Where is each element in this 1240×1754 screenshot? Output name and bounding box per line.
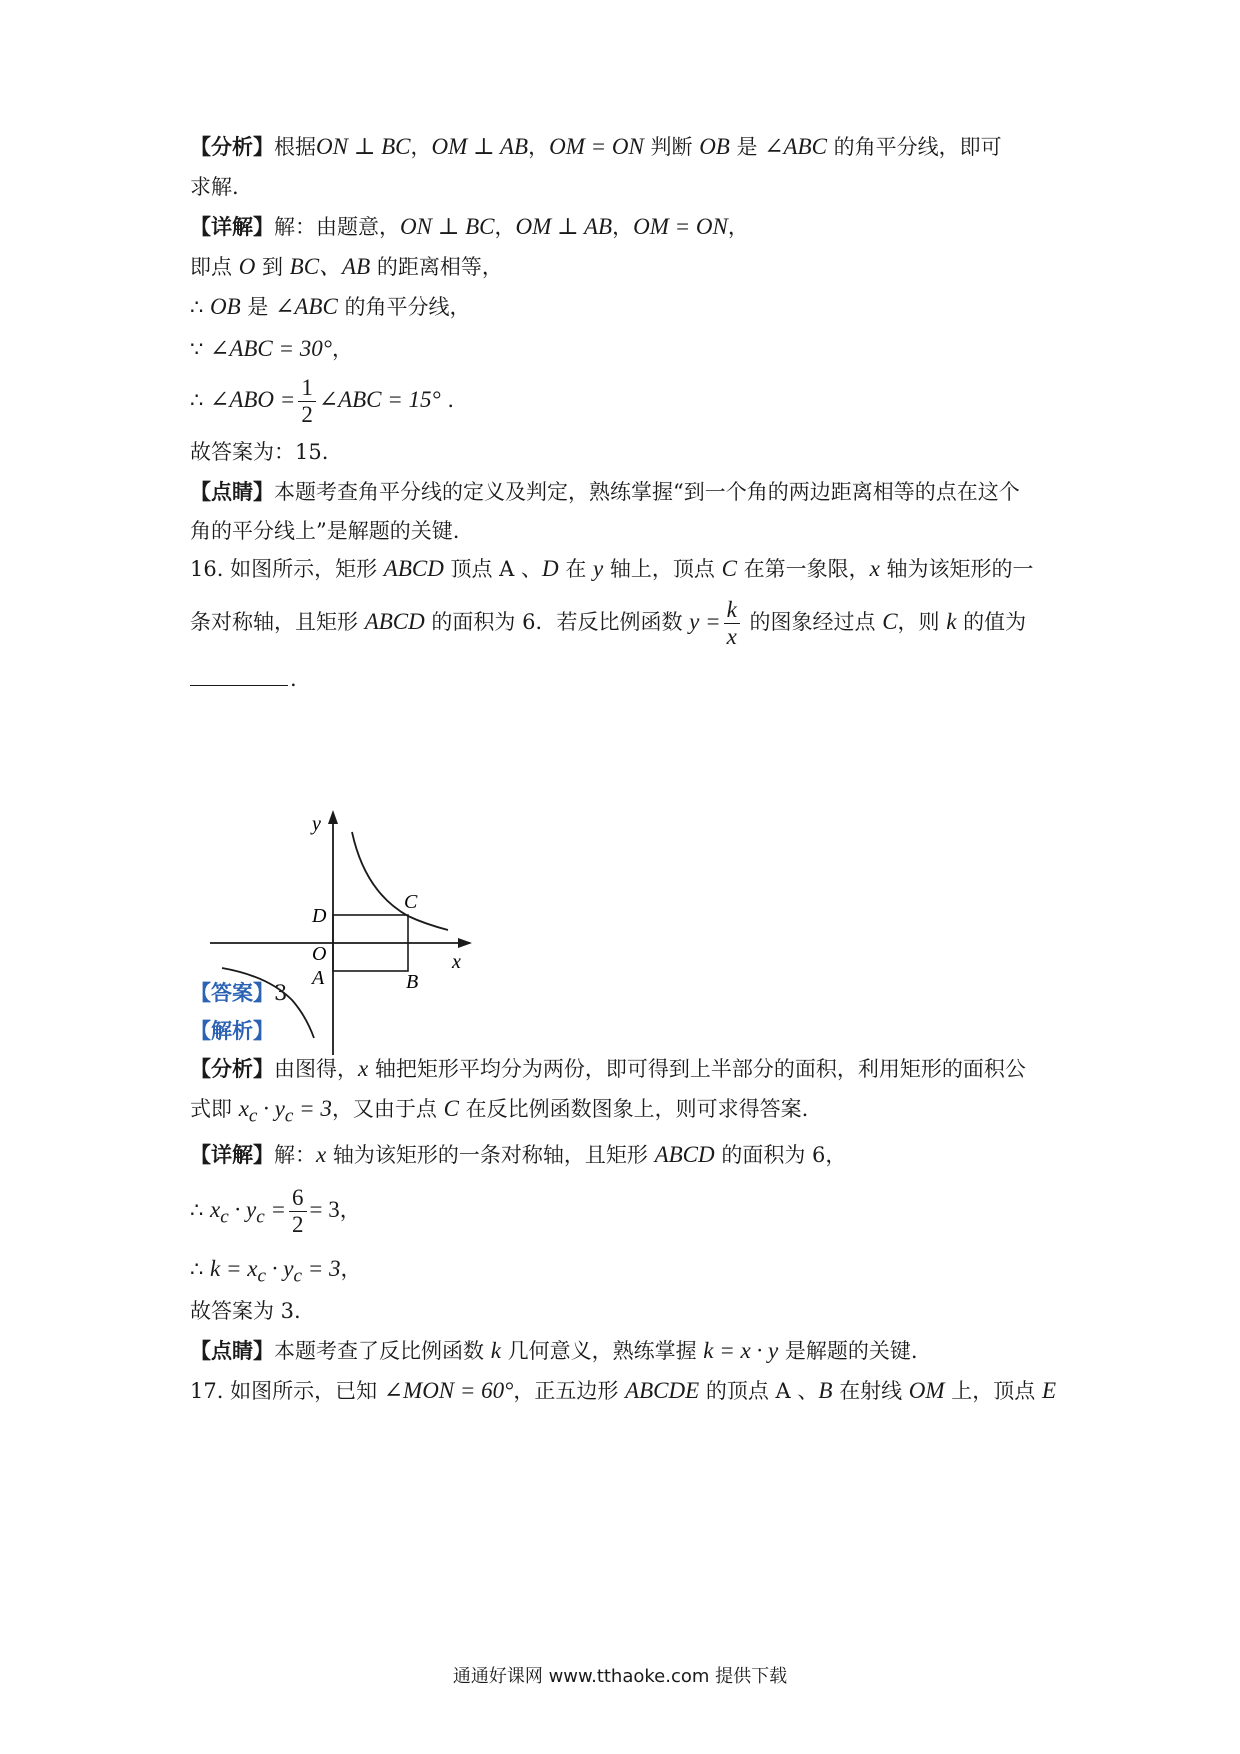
separator: ， bbox=[410, 135, 432, 159]
question-text: 如图所示，已知 bbox=[230, 1379, 384, 1403]
p15-comment-line1 bbox=[190, 477, 1070, 507]
formula: x bbox=[358, 1056, 369, 1081]
formula-k bbox=[210, 1256, 341, 1287]
formula: OM ⊥ AB bbox=[431, 134, 529, 159]
separator: ， bbox=[494, 215, 516, 239]
analysis-text: 在反比例函数图象上，则可求得答案. bbox=[458, 1097, 809, 1121]
analysis-text: 求解. bbox=[190, 175, 239, 199]
formula: OM bbox=[908, 1378, 945, 1403]
formula: ABCD bbox=[383, 556, 444, 581]
analysis-tag: 【分析】 bbox=[190, 1056, 274, 1081]
analysis-text: 轴把矩形平均分为两份，即可得到上半部分的面积，利用矩形的面积公 bbox=[368, 1057, 1026, 1081]
question-text: 的图象经过点 bbox=[742, 610, 883, 634]
formula: ∠MON = 60° bbox=[383, 1378, 514, 1403]
separator: ， bbox=[528, 135, 550, 159]
question-text: 顶点 A 、 bbox=[443, 557, 543, 581]
question-text: 在 bbox=[558, 557, 594, 581]
detail-tag: 【详解】 bbox=[190, 1142, 274, 1167]
formula: y bbox=[593, 556, 604, 581]
detail-text: 的面积为 6， bbox=[714, 1143, 847, 1167]
question-text: 轴为该矩形的一 bbox=[879, 557, 1034, 581]
question-text: 在第一象限， bbox=[736, 557, 870, 581]
dot-operator: · bbox=[228, 1197, 247, 1222]
separator: ， bbox=[727, 215, 749, 239]
formula: C bbox=[882, 609, 898, 634]
question-text: ，正五边形 bbox=[513, 1379, 626, 1403]
question-text: 的值为 bbox=[956, 610, 1027, 634]
separator: . bbox=[290, 667, 297, 691]
answer-value: 3 bbox=[274, 981, 288, 1005]
label-b: B bbox=[406, 971, 419, 993]
label-x: x bbox=[452, 951, 461, 973]
fraction-numerator: 6 bbox=[289, 1185, 307, 1212]
therefore-symbol: ∴ bbox=[190, 1198, 211, 1222]
formula: C bbox=[443, 1096, 459, 1121]
formula: ∠ABC = 15° bbox=[318, 387, 441, 412]
p16-analysis-line1 bbox=[190, 1054, 1070, 1084]
equals-three: = 3 bbox=[293, 1096, 332, 1121]
formula: ON ⊥ BC bbox=[400, 214, 495, 239]
formula-xc-yc bbox=[210, 1197, 287, 1228]
label-d: D bbox=[312, 905, 327, 927]
page-footer: 通通好课网 www.tthaoke.com 提供下载 bbox=[452, 1666, 788, 1687]
formula: ∠ABC bbox=[275, 294, 338, 319]
detail-tag: 【详解】 bbox=[190, 214, 274, 239]
formula: O bbox=[238, 254, 256, 279]
p16-comment-line bbox=[190, 1336, 1070, 1366]
p16-frac-line bbox=[190, 1180, 1070, 1240]
separator: . bbox=[440, 388, 455, 412]
p15-distance-line bbox=[190, 252, 1070, 282]
fraction-denominator: x bbox=[726, 624, 737, 649]
y-axis-arrow bbox=[328, 810, 338, 824]
formula: ABCD bbox=[364, 609, 425, 634]
p16-answer-line bbox=[190, 978, 1070, 1008]
solution-tag: 【解析】 bbox=[190, 1018, 274, 1043]
analysis-text: 的角平分线，即可 bbox=[826, 135, 1002, 159]
question-text: 上，顶点 bbox=[944, 1379, 1042, 1403]
formula: C bbox=[721, 556, 737, 581]
analysis-text: 式即 bbox=[190, 1097, 239, 1121]
comment-tag: 【点睛】 bbox=[190, 1338, 274, 1363]
var-y: y bbox=[283, 1256, 294, 1281]
fraction-denominator: 2 bbox=[292, 1212, 304, 1237]
p15-abo-line bbox=[190, 372, 1070, 428]
fraction-one-half bbox=[298, 375, 316, 428]
p15-detail-line bbox=[190, 212, 1070, 242]
label-c: C bbox=[404, 891, 418, 913]
fraction-numerator: 1 bbox=[298, 375, 316, 402]
comment-tag: 【点睛】 bbox=[190, 479, 274, 504]
formula: OM = ON bbox=[549, 134, 644, 159]
formula: k bbox=[946, 609, 957, 634]
detail-text: 解： bbox=[274, 1143, 316, 1167]
comment-text: 是解题的关键. bbox=[778, 1339, 918, 1363]
comment-text: 角的平分线上”是解题的关键. bbox=[190, 519, 460, 543]
text: 的距离相等， bbox=[370, 255, 503, 279]
answer-text: 故答案为：15. bbox=[190, 440, 329, 464]
comment-text: 几何意义，熟练掌握 bbox=[500, 1339, 704, 1363]
formula: OM = ON bbox=[633, 214, 728, 239]
therefore-symbol: ∴ bbox=[190, 388, 211, 412]
fraction-numerator: k bbox=[724, 597, 740, 624]
x-axis-arrow bbox=[458, 938, 472, 948]
p15-bisector-line bbox=[190, 292, 1070, 322]
subscript-c: c bbox=[257, 1265, 267, 1287]
analysis-text: ，又由于点 bbox=[331, 1097, 444, 1121]
equals-three: = 3 bbox=[302, 1256, 341, 1281]
formula: x bbox=[316, 1142, 327, 1167]
label-y: y bbox=[312, 813, 321, 835]
p16-analysis-line2 bbox=[190, 1094, 1070, 1132]
p16-question-line1 bbox=[190, 554, 1070, 584]
formula: k bbox=[490, 1338, 501, 1363]
label-a: A bbox=[312, 967, 325, 989]
question-text: ，则 bbox=[897, 610, 947, 634]
p15-analysis-line1 bbox=[190, 132, 1070, 162]
fraction-denominator: 2 bbox=[301, 402, 313, 427]
comment-text: 本题考查角平分线的定义及判定，熟练掌握“到一个角的两边距离相等的点在这个 bbox=[274, 480, 1020, 504]
detail-text: 轴为该矩形的一条对称轴，且矩形 bbox=[326, 1143, 655, 1167]
var-x: x bbox=[210, 1197, 221, 1222]
formula: ∠ABC bbox=[764, 134, 827, 159]
formula: E bbox=[1041, 1378, 1056, 1403]
comment-text: 本题考查了反比例函数 bbox=[274, 1339, 491, 1363]
text: 是 bbox=[240, 295, 276, 319]
formula: OB bbox=[699, 134, 730, 159]
equals-three: = 3 bbox=[309, 1197, 340, 1222]
separator: ， bbox=[340, 1257, 362, 1281]
p15-angle30-line bbox=[190, 334, 1070, 364]
formula: x bbox=[869, 556, 880, 581]
answer-blank bbox=[190, 685, 288, 686]
var-x: x bbox=[238, 1096, 249, 1121]
analysis-text: 判断 bbox=[643, 135, 700, 159]
analysis-text: 是 bbox=[729, 135, 765, 159]
fraction-six-halves bbox=[289, 1185, 307, 1238]
p15-analysis-line2 bbox=[190, 172, 1070, 202]
formula: k = x · y bbox=[703, 1338, 779, 1363]
question-text: 在射线 bbox=[832, 1379, 909, 1403]
formula: D bbox=[542, 556, 559, 581]
question-text: 轴上，顶点 bbox=[603, 557, 722, 581]
p16-detail-line bbox=[190, 1140, 1070, 1170]
question-text: 的面积为 6．若反比例函数 bbox=[424, 610, 690, 634]
formula: OB bbox=[210, 294, 241, 319]
separator: ， bbox=[331, 337, 353, 361]
therefore-symbol: ∴ bbox=[190, 295, 211, 319]
formula: BC、AB bbox=[289, 254, 371, 279]
var-x: x bbox=[247, 1256, 258, 1281]
k-equals: k = bbox=[210, 1256, 248, 1281]
answer-text: 故答案为 3. bbox=[190, 1299, 301, 1323]
analysis-tag: 【分析】 bbox=[190, 134, 274, 159]
detail-text: 解：由题意， bbox=[274, 215, 400, 239]
p16-solution-tag-line bbox=[190, 1016, 1070, 1046]
analysis-text: 根据 bbox=[274, 135, 316, 159]
subscript-c: c bbox=[284, 1105, 294, 1127]
dot-operator: · bbox=[257, 1096, 275, 1121]
text: 即点 bbox=[190, 255, 239, 279]
var-y: y bbox=[246, 1197, 257, 1222]
question-number: 17. bbox=[190, 1379, 231, 1403]
because-symbol: ∵ bbox=[190, 337, 211, 361]
question-number: 16. bbox=[190, 557, 231, 581]
label-o: O bbox=[312, 943, 327, 965]
formula: ABCD bbox=[654, 1142, 715, 1167]
subscript-c: c bbox=[220, 1206, 229, 1228]
p16-question-line2 bbox=[190, 592, 1070, 652]
formula: ∠ABO = bbox=[210, 387, 296, 412]
text: 的角平分线， bbox=[337, 295, 471, 319]
formula: ABCDE bbox=[625, 1378, 700, 1403]
formula: y = bbox=[689, 609, 721, 634]
therefore-symbol: ∴ bbox=[190, 1257, 211, 1281]
formula: OM ⊥ AB bbox=[515, 214, 613, 239]
subscript-c: c bbox=[256, 1206, 265, 1228]
formula: ON ⊥ BC bbox=[316, 134, 411, 159]
p16-answer-text-line bbox=[190, 1296, 1070, 1326]
var-y: y bbox=[274, 1096, 285, 1121]
p16-answer-blank-line bbox=[190, 664, 1070, 694]
text: 到 bbox=[255, 255, 290, 279]
equals: = bbox=[264, 1197, 287, 1222]
formula-xc-yc bbox=[238, 1096, 332, 1127]
separator: ， bbox=[612, 215, 634, 239]
question-text: 的顶点 A 、 bbox=[699, 1379, 819, 1403]
p15-answer-line bbox=[190, 437, 1070, 467]
subscript-c: c bbox=[248, 1105, 258, 1127]
separator: ， bbox=[339, 1198, 361, 1222]
fraction-k-over-x bbox=[724, 597, 740, 650]
analysis-text: 由图得， bbox=[274, 1057, 358, 1081]
formula: B bbox=[818, 1378, 833, 1403]
p15-comment-line2 bbox=[190, 516, 1070, 546]
p17-question-line bbox=[190, 1376, 1070, 1406]
question-text: 条对称轴，且矩形 bbox=[190, 610, 365, 634]
dot-operator: · bbox=[266, 1256, 284, 1281]
question-text: 如图所示，矩形 bbox=[230, 557, 384, 581]
p16-k-line bbox=[190, 1254, 1070, 1292]
answer-tag: 【答案】 bbox=[190, 980, 274, 1005]
formula: ∠ABC = 30° bbox=[210, 336, 332, 361]
subscript-c: c bbox=[293, 1265, 302, 1287]
